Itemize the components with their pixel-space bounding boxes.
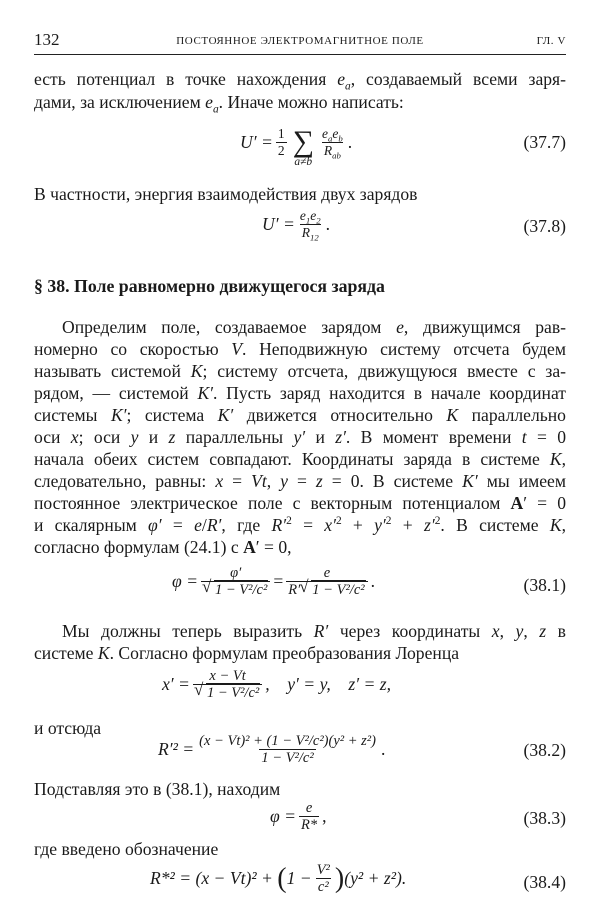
equation-38-4: R*² = (x − Vt)² + ( 1 − $\frac{\text{V²}}{\text{c²}}$ ) (y² + z²). (38.4) — [150, 862, 566, 895]
fraction: $\frac{\text{(x − Vt)² + (1 − V²/c²)(y² + z²)}}{\text{1 − V²/c²}}$ — [199, 733, 376, 766]
equation-38-3: φ = $\frac{e}{R*}$ , (38.3) — [270, 800, 566, 833]
text-line: Мы должны теперь выразить R′ через координаты x, y, z в — [62, 621, 566, 641]
text-line: оси x; оси y и z параллельны y′ и z′. В момент времени t = 0 — [34, 427, 566, 447]
text-line: согласно формулам (24.1) с A′ = 0, — [34, 537, 292, 557]
text-line: называть системой K; систему отсчета, движущуюся вместе с за- — [34, 361, 566, 381]
text-line: Подставляя это в (38.1), находим — [34, 779, 281, 799]
text-line: системе K. Согласно формулам преобразования Лоренца — [34, 643, 460, 663]
equation-number: (37.7) — [523, 132, 566, 152]
equation-number: (37.8) — [523, 216, 566, 236]
book-page — [34, 0, 566, 912]
text-line: системы K′; система K′ движется относительно K параллельно — [34, 405, 566, 425]
equation-number: (38.4) — [523, 872, 566, 892]
fraction: $\frac{e}{\text{R′ √ 1 − V²/c²}}$ — [286, 565, 367, 598]
text-line: В частности, энергия взаимодействия двух зарядов — [34, 184, 418, 204]
fraction: $\frac{1}{2}$ — [277, 125, 285, 158]
running-head — [34, 30, 566, 52]
fraction: $\frac{e}{R*}$ — [301, 800, 318, 833]
equation-37-7: U′ = $\frac{1}{2}$ ∑ a≠b $\frac{e_ae_b}{R_{ab}}$ . (37.7) — [240, 125, 566, 168]
text-line: постоянное электрическое поле с векторным потенциалом A′ = 0 — [34, 493, 566, 513]
text-line: начала обеих систем совпадают. Координаты заряда в системе K, — [34, 449, 566, 469]
fraction: φ′ √ 1 − V²/c² — [201, 565, 270, 598]
text-line: дами, за исключением $e_a$. Иначе можно написать: — [34, 92, 404, 116]
fraction: $\frac{\text{V²}}{\text{c²}}$ — [316, 862, 330, 895]
equation-38-2: R′² = $\frac{\text{(x − Vt)² + (1 − V²/c²)(y² + z²)}}{\text{1 − V²/c²}}$ . (38.2) — [158, 733, 566, 766]
section-heading: § 38. Поле равномерно движущегося заряда — [34, 276, 385, 296]
text-line: где введено обозначение — [34, 839, 219, 859]
text-line: и скалярным φ′ = e/R′, где $R'^2 = x'^2 + y'^2 + z'^2$. В системе K, — [34, 515, 566, 535]
equation-number: (38.1) — [523, 575, 566, 595]
fraction: $\frac{e_ae_b}{R_{ab}}$ — [321, 125, 343, 161]
summation: ∑ a≠b — [292, 125, 314, 168]
running-head-title: ПОСТОЯННОЕ ЭЛЕКТРОМАГНИТНОЕ ПОЛЕ — [176, 35, 424, 47]
page-number: 132 — [34, 30, 60, 49]
fraction: x − Vt √ 1 − V²/c² — [193, 668, 262, 701]
header-rule — [34, 54, 566, 55]
text-line: Определим поле, создаваемое зарядом e, движущимся рав- — [62, 317, 566, 337]
text-line: номерно со скоростью V. Неподвижную систему отсчета будем — [34, 339, 566, 359]
text-line: рядом, — системой K′. Пусть заряд находится в начале координат — [34, 383, 566, 403]
text-line: следовательно, равны: x = Vt, y = z = 0. В системе K′ мы имеем — [34, 471, 566, 491]
equation-37-8: U′ = $\frac{e_1e_2}{R_{12}}$ . (37.8) — [262, 208, 566, 243]
lorentz-transformation: x′ = x − Vt √ 1 − V²/c² , y′ = y, z′ = z, — [34, 668, 566, 718]
text-line: и отсюда — [34, 718, 102, 738]
fraction: $\frac{e_1e_2}{R_{12}}$ — [299, 208, 321, 243]
chapter-label: ГЛ. V — [536, 35, 566, 47]
equation-number: (38.3) — [523, 808, 566, 828]
equation-38-1: φ = φ′ √ 1 − V²/c² = $\frac{e}{\text{R′ √ 1 − V²/c²}}$ . (38.1) — [34, 565, 566, 615]
text-line: есть потенциал в точке нахождения $e_a$, создаваемый всеми заря- — [34, 69, 567, 93]
equation-number: (38.2) — [523, 740, 566, 760]
